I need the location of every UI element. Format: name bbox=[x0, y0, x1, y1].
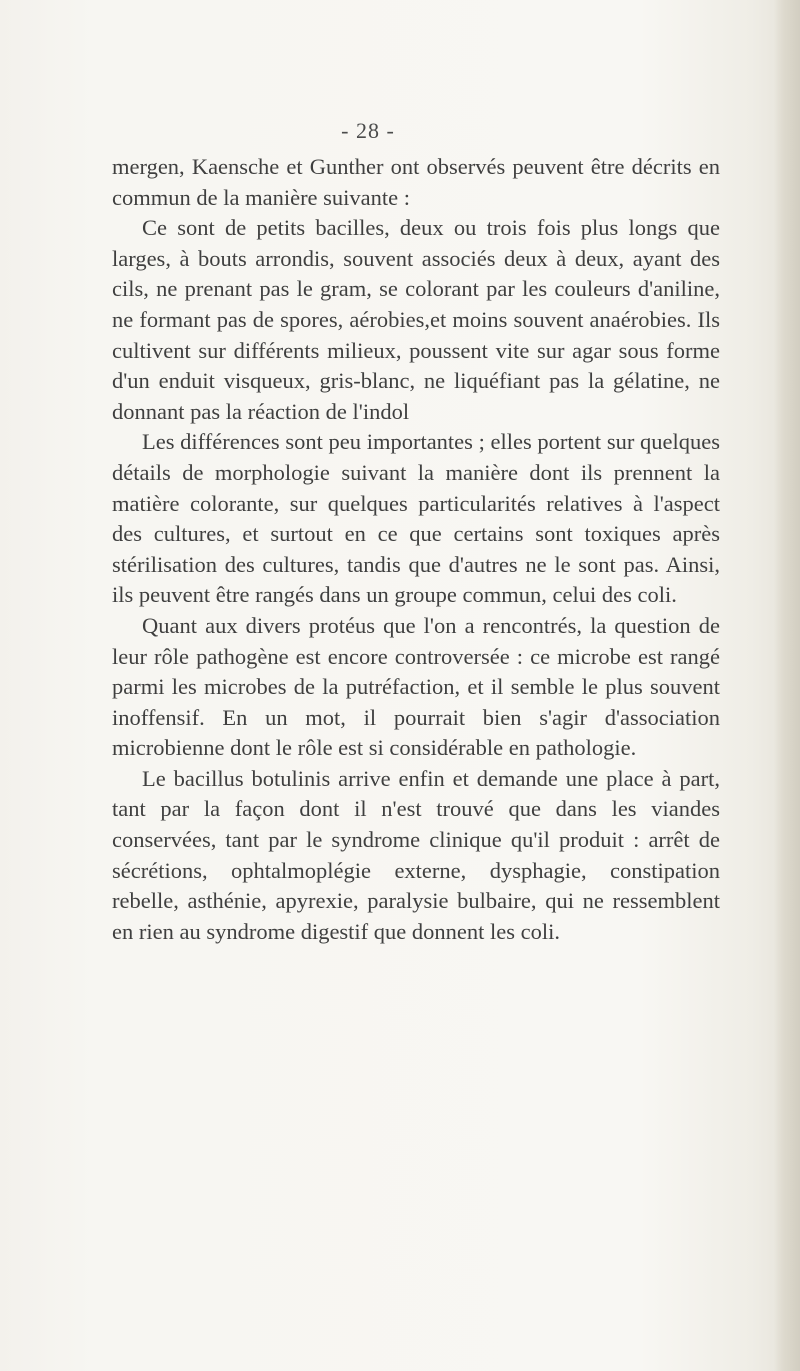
page-edge-shadow bbox=[774, 0, 800, 1371]
paragraph-proteus: Quant aux divers protéus que l'on a rencontrés, la question de leur rôle pathogène est encore controversée : ce microbe est rangé parmi les microbes de la putréfaction, et il semble le plus souvent inoffensif. En un mot, il pourrait bien s'agir d'association microbienne dont le rôle est si considérable en pathologie. bbox=[112, 612, 720, 761]
body-text bbox=[112, 152, 720, 947]
paragraph-differences: Les différences sont peu importantes ; elles portent sur quelques détails de morphologie suivant la manière dont ils prennent la matière colorante, sur quelques particularités relatives à l'aspect des cultures, et surtout en ce que certains sont toxiques après stérilisation des cultures, tandis que d'autres ne le sont pas. Ainsi, ils peuvent être rangés dans un groupe commun, celui des coli. bbox=[112, 429, 720, 608]
paragraph-bacilles-description: Ce sont de petits bacilles, deux ou trois fois plus longs que larges, à bouts arrondis, souvent associés deux à deux, ayant des cils, ne prenant pas le gram, se colorant par les couleurs d'aniline, ne formant pas de spores, aérobies,et moins souvent anaérobies. Ils cultivent sur différents milieux, poussent vite sur agar sous forme d'un enduit visqueux, gris-blanc, ne liquéfiant pas la gélatine, ne donnant pas la réaction de l'indol bbox=[112, 215, 720, 424]
paragraph-botulinis: Le bacillus botulinis arrive enfin et demande une place à part, tant par la façon dont il n'est trouvé que dans les viandes conservées, tant par le syndrome clinique qu'il produit : arrêt de sécrétions, ophtalmoplégie externe, dysphagie, constipation rebelle, asthénie, apyrexie, paralysie bulbaire, qui ne ressemblent en rien au syndrome digestif que donnent les coli. bbox=[112, 765, 720, 944]
page-number: - 28 - bbox=[341, 118, 395, 143]
paragraph-continuation: mergen, Kaensche et Gunther ont observés peuvent être décrits en commun de la manière suivante : bbox=[112, 154, 720, 210]
